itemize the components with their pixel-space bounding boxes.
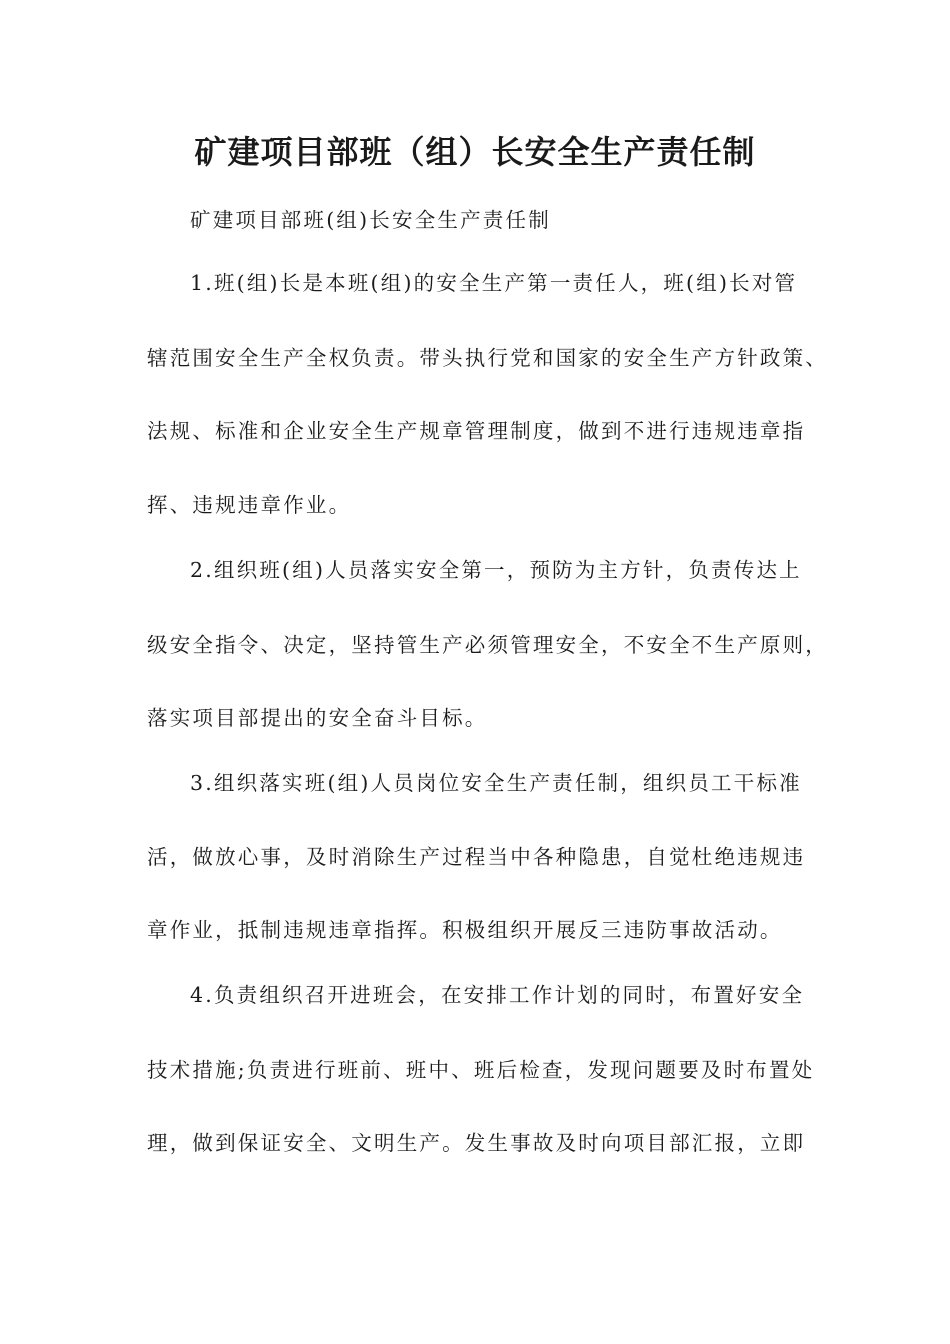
paragraph-3-line-1: 3.组织落实班(组)人员岗位安全生产责任制，组织员工干标准	[190, 771, 802, 795]
paragraph-2-line-2: 级安全指令、决定，坚持管生产必须管理安全，不安全不生产原则，	[147, 633, 828, 657]
paragraph-4-line-3: 理，做到保证安全、文明生产。发生事故及时向项目部汇报，立即	[147, 1131, 806, 1155]
paragraph-1-line-3: 法规、标准和企业安全生产规章管理制度，做到不进行违规违章指	[147, 419, 806, 443]
paragraph-2-line-1: 2.组织班(组)人员落实安全第一，预防为主方针，负责传达上	[190, 558, 802, 582]
paragraph-1-line-2: 辖范围安全生产全权负责。带头执行党和国家的安全生产方针政策、	[147, 346, 828, 370]
subtitle-line: 矿建项目部班(组)长安全生产责任制	[190, 208, 551, 232]
paragraph-1-line-1: 1.班(组)长是本班(组)的安全生产第一责任人，班(组)长对管	[190, 271, 798, 295]
paragraph-1-line-4: 挥、违规违章作业。	[147, 493, 352, 517]
paragraph-4-line-2: 技术措施;负责进行班前、班中、班后检查，发现问题要及时布置处	[147, 1058, 815, 1082]
paragraph-2-line-3: 落实项目部提出的安全奋斗目标。	[147, 706, 488, 730]
paragraph-3-line-3: 章作业，抵制违规违章指挥。积极组织开展反三违防事故活动。	[147, 918, 783, 942]
document-title: 矿建项目部班（组）长安全生产责任制	[194, 133, 756, 171]
paragraph-4-line-1: 4.负责组织召开进班会，在安排工作计划的同时，布置好安全	[190, 983, 805, 1007]
paragraph-3-line-2: 活，做放心事，及时消除生产过程当中各种隐患，自觉杜绝违规违	[147, 845, 806, 869]
